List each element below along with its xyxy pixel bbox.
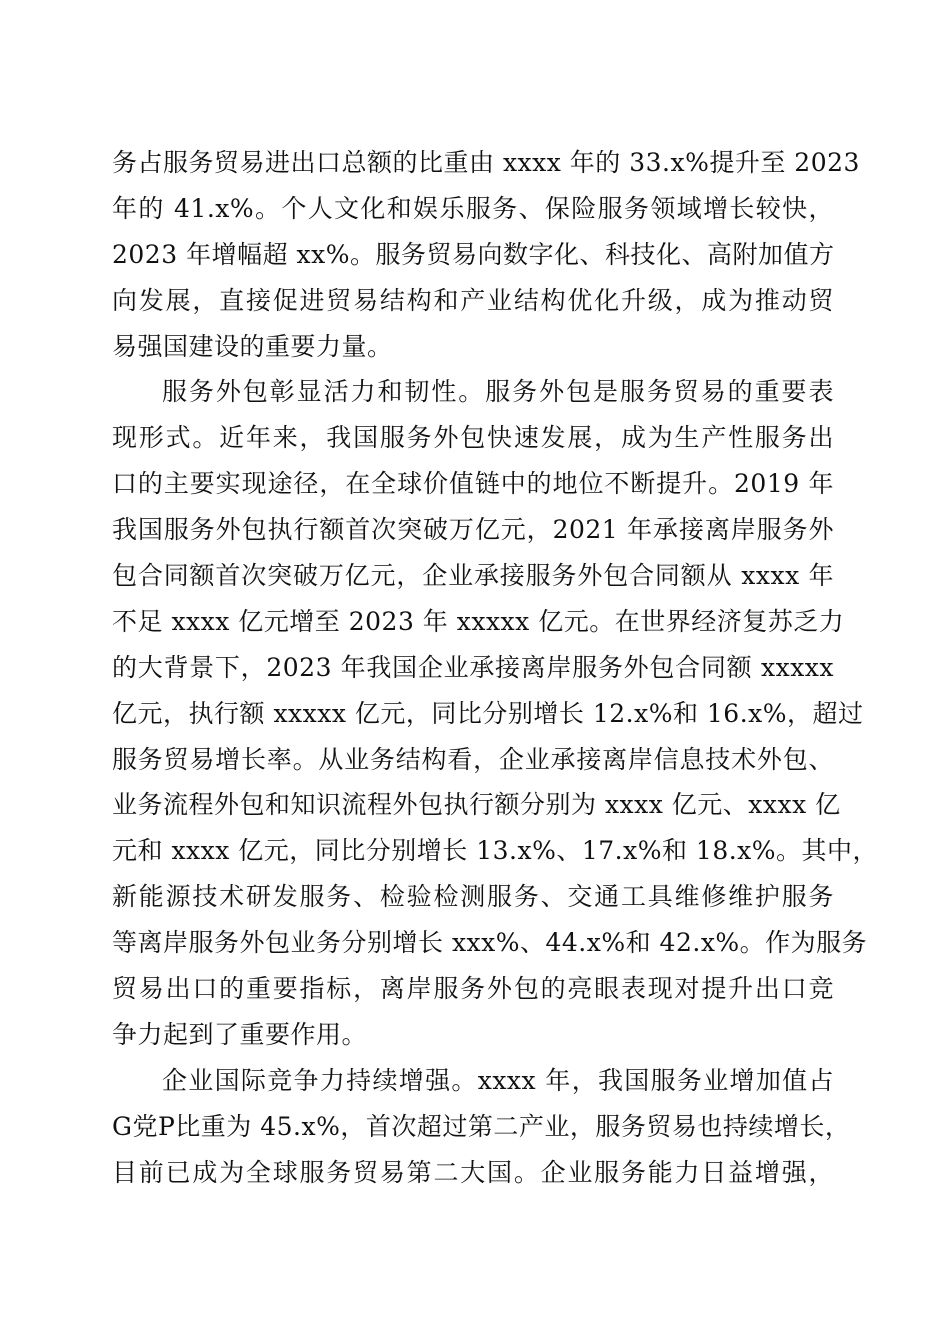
text-line: 亿元，执行额 xxxxx 亿元，同比分别增长 12.x%和 16.x%，超过 (112, 698, 864, 728)
text-line: 服务外包彰显活力和韧性。服务外包是服务贸易的重要表 (162, 377, 834, 407)
text-line: 等离岸服务外包业务分别增长 xxx%、44.x%和 42.x%。作为服务 (112, 928, 868, 958)
text-line: 不足 xxxx 亿元增至 2023 年 xxxxx 亿元。在世界经济复苏乏力 (112, 606, 845, 636)
text-line: 的大背景下，2023 年我国企业承接离岸服务外包合同额 xxxxx (112, 652, 834, 682)
text-line: 2023 年增幅超 xx%。服务贸易向数字化、科技化、高附加值方 (112, 239, 835, 269)
text-line: 企业国际竞争力持续增强。xxxx 年，我国服务业增加值占 (162, 1065, 834, 1095)
text-line: 新能源技术研发服务、检验检测服务、交通工具维修维护服务 (112, 882, 834, 912)
paragraph-1 (112, 140, 860, 369)
text-line: 现形式。近年来，我国服务外包快速发展，成为生产性服务出 (112, 423, 834, 453)
text-line: G党P比重为 45.x%，首次超过第二产业，服务贸易也持续增长， (112, 1111, 851, 1141)
text-line: 服务贸易增长率。从业务结构看，企业承接离岸信息技术外包、 (112, 744, 834, 774)
text-line: 目前已成为全球服务贸易第二大国。企业服务能力日益增强， (112, 1157, 834, 1187)
body-text (112, 140, 879, 1195)
paragraph-2 (112, 369, 879, 1057)
text-line: 口的主要实现途径，在全球价值链中的地位不断提升。2019 年 (112, 469, 834, 499)
text-line: 贸易出口的重要指标，离岸服务外包的亮眼表现对提升出口竞 (112, 974, 834, 1004)
text-line: 年的 41.x%。个人文化和娱乐服务、保险服务领域增长较快， (112, 193, 834, 223)
text-line: 包合同额首次突破万亿元，企业承接服务外包合同额从 xxxx 年 (112, 561, 834, 591)
text-line: 向发展，直接促进贸易结构和产业结构优化升级，成为推动贸 (112, 285, 834, 315)
paragraph-3 (112, 1058, 851, 1196)
text-line: 我国服务外包执行额首次突破万亿元，2021 年承接离岸服务外 (112, 515, 834, 545)
text-line: 元和 xxxx 亿元，同比分别增长 13.x%、17.x%和 18.x%。其中， (112, 836, 879, 866)
text-line: 业务流程外包和知识流程外包执行额分别为 xxxx 亿元、xxxx 亿 (112, 790, 841, 820)
text-line: 争力起到了重要作用。 (112, 1019, 368, 1049)
text-line: 务占服务贸易进出口总额的比重由 xxxx 年的 33.x%提升至 2023 (112, 148, 860, 177)
text-line: 易强国建设的重要力量。 (112, 331, 393, 361)
